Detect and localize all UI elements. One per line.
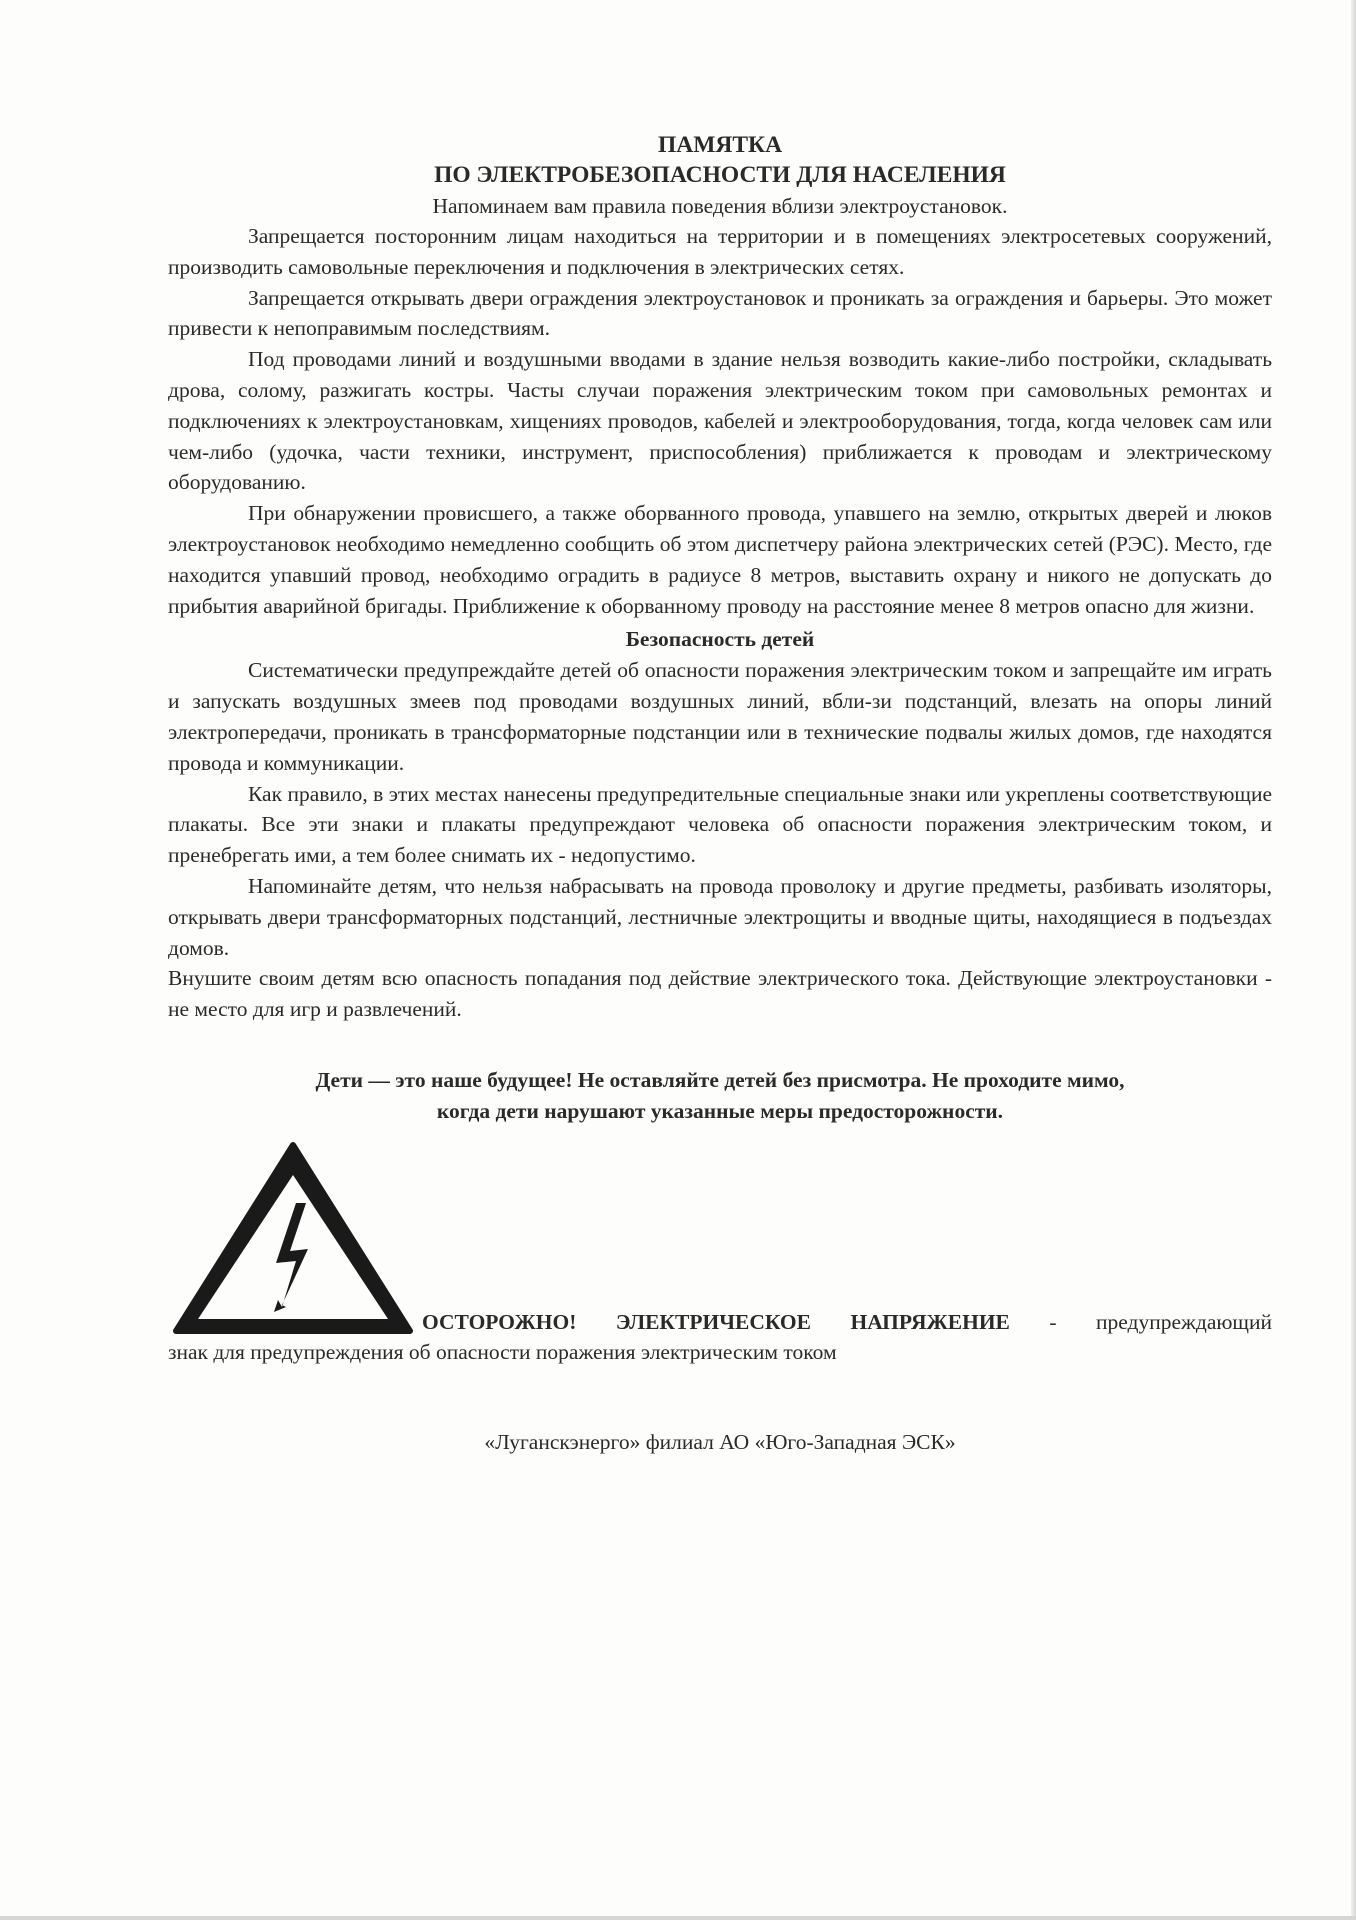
children-safety-heading: Безопасность детей	[625, 627, 815, 652]
document-title-line2: ПО ЭЛЕКТРОБЕЗОПАСНОСТИ ДЛЯ НАСЕЛЕНИЯ	[434, 162, 1006, 188]
organization-footer: «Луганскэнерго» филиал АО «Юго-Западная ЭСК»	[484, 1429, 956, 1454]
closing-paragraph: Внушите своим детям всю опасность попадания под действие электрического тока. Действующие электроустановки - не место для игр и развлечений.	[168, 966, 1272, 1022]
sign-caption-rest: знак для предупреждения об опасности поражения электрическим током	[168, 1339, 837, 1364]
paragraph-3: Под проводами линий и воздушными вводами в здание нельзя возводить какие-либо постройки, складывать дрова, солому, разжигать костры. Часты случаи поражения электрическим током при самовольных ремонтах и подключениях к электроустановкам, хищениях проводов, кабелей и электрооборудования, тогда, когда человек сам или чем-либо (удочка, части техники, инструмент, приспособления) приближается к проводам и электрическому оборудованию.	[168, 347, 1272, 495]
paragraph-1: Запрещается посторонним лицам находиться на территории и в помещениях электросетевых сооружений, производить самовольные переключения и подключения в электрических сетях.	[168, 224, 1272, 279]
appeal-text	[168, 1065, 1272, 1127]
appeal-line-1: Дети — это наше будущее! Не оставляйте детей без присмотра. Не проходите мимо,	[315, 1067, 1125, 1092]
document-content	[168, 130, 1272, 1457]
document-title-line1: ПАМЯТКА	[657, 132, 783, 158]
children-paragraph-3: Напоминайте детям, что нельзя набрасывать на провода проволоку и другие предметы, разбивать изоляторы, открывать двери трансформаторных подстанций, лестничные электрощиты и вводные щиты, находящиеся в подъездах домов.	[168, 873, 1272, 960]
warning-sign-row	[168, 1137, 1272, 1337]
appeal-line-2: когда дети нарушают указанные меры предосторожности.	[436, 1098, 1004, 1123]
paragraph-2: Запрещается открывать двери ограждения электроустановок и проникать за ограждения и барьеры. Это может привести к непоправимым последствиям.	[168, 285, 1272, 341]
page-edge-shadow	[1351, 0, 1356, 1920]
intro-text: Напоминаем вам правила поведения вблизи электроустановок.	[432, 194, 1008, 218]
sign-caption-tail: - предупреждающий	[1009, 1309, 1272, 1334]
sign-caption-line	[422, 1307, 1272, 1337]
children-paragraph-1: Систематически предупреждайте детей об опасности поражения электрическим током и запрещайте им играть и запускать воздушных змеев под проводами воздушных линий, вбли-зи подстанций, влезать на опоры линий электропередачи, проникать в трансформаторные подстанции или в технические подвалы жилых домов, где находятся провода и коммуникации.	[168, 658, 1272, 775]
high-voltage-warning-icon	[168, 1137, 418, 1337]
sign-caption-bold: ОСТОРОЖНО! ЭЛЕКТРИЧЕСКОЕ НАПРЯЖЕНИЕ	[422, 1309, 1010, 1334]
page-bottom-edge	[0, 1916, 1356, 1920]
children-paragraph-2: Как правило, в этих местах нанесены предупредительные специальные знаки или укреплены соответствующие плакаты. Все эти знаки и плакаты предупреждают человека об опасности поражения электрическим током, и пренебрегать ими, а тем более снимать их - недопустимо.	[168, 781, 1272, 868]
paragraph-4: При обнаружении провисшего, а также оборванного провода, упавшего на землю, открытых дверей и люков электроустановок необходимо немедленно сообщить об этом диспетчеру района электрических сетей (РЭС). Место, где находится упавший провод, необходимо оградить в радиусе 8 метров, выставить охрану и никого не допускать до прибытия аварийной бригады. Приближение к оборванному проводу на расстояние менее 8 метров опасно для жизни.	[168, 501, 1272, 618]
